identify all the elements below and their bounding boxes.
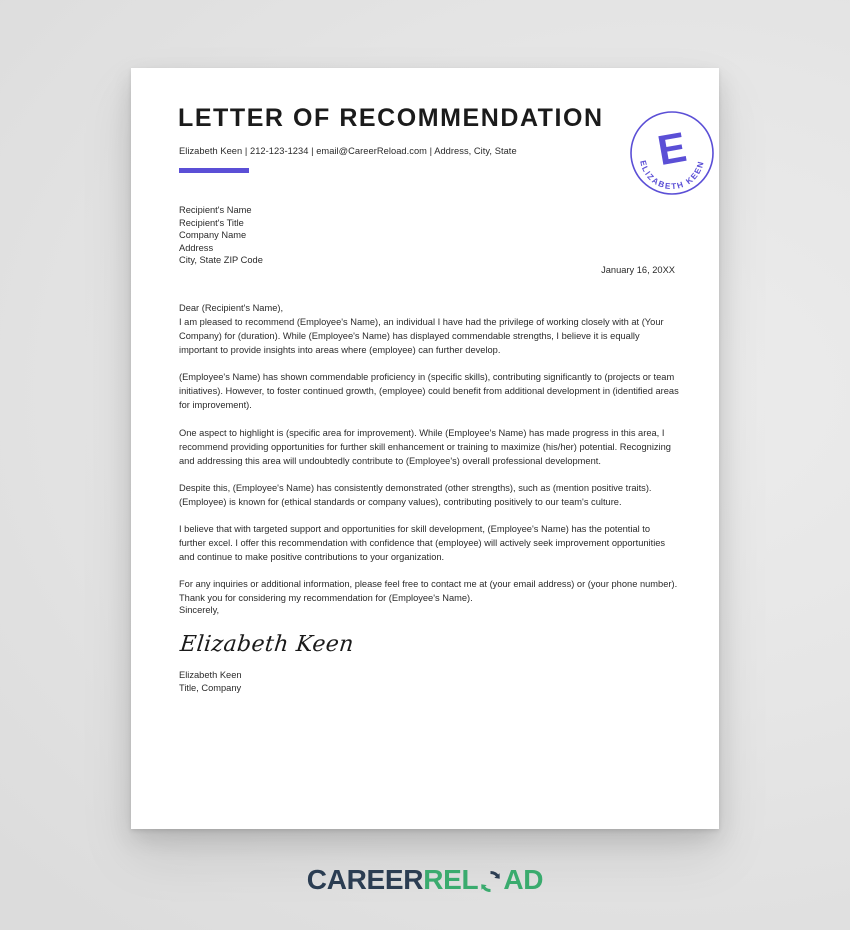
body-paragraph-1: I am pleased to recommend (Employee's Name), an individual I have had the privilege of working closely with at (Your Company) for (duration). While (Employee's Name) has displayed commendable strengths, I believe it is equally important to provide insights into areas where (employee) can further develop. [179,317,664,356]
page-title: LETTER OF RECOMMENDATION [178,104,604,132]
monogram-seal-badge [624,105,720,201]
recipient-address: Address [179,242,214,253]
salutation: Dear (Recipient's Name), [179,303,284,313]
body-paragraph-4: Despite this, (Employee's Name) has consistently demonstrated (other strengths), such as (mention positive traits). (Employee) is known for (ethical standards or company values), contributing positively to our team's culture. [179,482,652,507]
seal-monogram-group [654,123,690,174]
signature-block [178,605,356,694]
logo-text-career: CAREER [306,864,424,895]
letter-page [131,68,719,829]
body-paragraph-3: One aspect to highlight is (specific area for improvement). While (Employee's Name) has made progress in this area, I recommend providing opportunities for further skill enhancement or training to maximize (his/her) potential. Recognizing and addressing this area will undoubtedly contribute to (Employee's) overall professional development. [179,427,671,466]
reload-icon [478,869,503,894]
body-paragraph-2: (Employee's Name) has shown commendable proficiency in (specific skills), contributing significantly to (projects or team initiatives). However, to foster continued growth, (employee) could benefit from additional development in (identified areas for improvement). [179,372,679,411]
signer-title: Title, Company [179,682,242,693]
accent-divider-bar [179,168,249,173]
body-paragraph-6: For any inquiries or additional information, please feel free to contact me at (your email address) or (your phone number). Thank you for considering my recommendation for (Employee's Name). [179,579,678,604]
recipient-company: Company Name [179,230,247,241]
recipient-title: Recipient's Title [179,217,244,228]
recipient-name: Recipient's Name [179,205,252,215]
seal-curved-text: ELIZABETH KEEN [638,159,706,192]
logo-text-rel: REL [423,864,479,895]
sender-contact-line: Elizabeth Keen | 212-123-1234 | email@CareerReload.com | Address, City, State [179,146,517,156]
recipient-city-state-zip: City, State ZIP Code [179,255,263,266]
logo-text-ad: AD [503,864,544,895]
letter-content-area [178,68,706,829]
careerreload-logo [307,866,543,894]
seal-monogram-letter: E [654,122,690,175]
letter-body [179,301,679,619]
signer-name: Elizabeth Keen [179,670,242,680]
letter-date: January 16, 20XX [601,265,675,275]
brand-footer [0,866,850,894]
signature-closing: Sincerely, [179,605,220,615]
recipient-address-block [179,204,263,267]
handwritten-signature: Elizabeth Keen [178,632,356,657]
body-paragraph-5: I believe that with targeted support and opportunities for skill development, (Employee's Name) has the potential to further excel. I offer this recommendation with confidence that (employee) will actively seek improvement opportunities and continue to make positive contributions to your organization. [179,524,666,563]
